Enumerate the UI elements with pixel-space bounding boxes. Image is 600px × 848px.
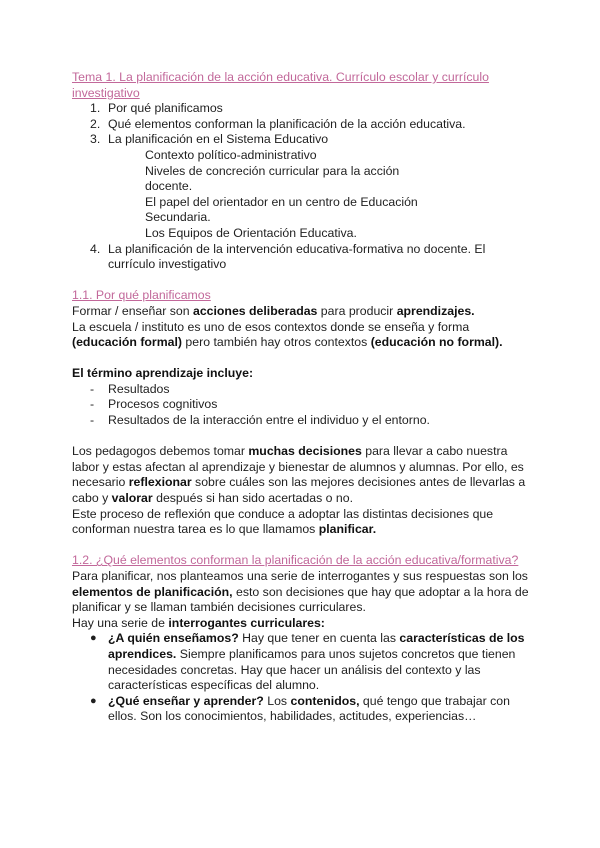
section-1-paragraph-1 xyxy=(72,304,532,320)
bold-run: (educación no formal). xyxy=(370,335,503,350)
outline-text-line-2: currículo investigativo xyxy=(108,257,227,272)
text-run: necesario xyxy=(72,475,129,490)
outline-subitem: Niveles de concreción curricular para la acción xyxy=(145,163,400,178)
bold-run: características de los xyxy=(399,631,525,646)
outline-subitem: Los Equipos de Orientación Educativa. xyxy=(145,225,357,240)
bold-run: reflexionar xyxy=(128,475,192,490)
section-1-paragraph-2-line-1: La escuela / instituto es uno de esos contextos donde se enseña y forma xyxy=(72,319,470,334)
bold-run: acciones deliberadas xyxy=(192,303,318,318)
outline-subitem: El papel del orientador en un centro de Educación xyxy=(145,194,418,209)
text-run: esto son decisiones que hay que adoptar a la hora de xyxy=(232,584,529,599)
section-2-heading: 1.2. ¿Qué elementos conforman la planificación de la acción educativa/formativa? xyxy=(72,553,519,568)
outline-item-2 xyxy=(72,117,532,133)
bullet-line-1 xyxy=(108,631,532,647)
text-run: Hay una serie de xyxy=(72,615,169,630)
outline-number: 1. xyxy=(90,101,101,116)
learning-term-heading xyxy=(72,366,532,382)
section-1-paragraph-3-line-6 xyxy=(72,522,532,538)
outline-subitem: Contexto político-administrativo xyxy=(145,147,317,162)
text-run: Formar / enseñar son xyxy=(72,303,193,318)
section-2-paragraph-line-3: planificar y se llaman también decisiones curriculares. xyxy=(72,600,366,615)
section-1-paragraph-2-line-2 xyxy=(72,335,532,351)
text-run: Hay que tener en cuenta las xyxy=(238,631,400,646)
section-1-paragraph-3-line-5: Este proceso de reflexión que conduce a adoptar las distintas decisiones que xyxy=(72,506,494,521)
bold-run: ¿A quién enseñamos? xyxy=(108,631,239,646)
outline-number: 3. xyxy=(90,132,101,147)
text-run: para llevar a cabo nuestra xyxy=(361,444,508,459)
list-text: Resultados de la interacción entre el individuo y el entorno. xyxy=(108,413,430,428)
bullet-line-2 xyxy=(108,647,532,663)
bold-run: aprendizajes. xyxy=(396,303,475,318)
section-1-paragraph-3-line-1 xyxy=(72,444,532,460)
document-title-line-2: investigativo xyxy=(72,85,140,100)
text-run: sobre cuáles son las mejores decisiones antes de llevarlas a xyxy=(191,475,526,490)
bullet-line-2: ellos. Son los conocimientos, habilidades, actitudes, experiencias… xyxy=(108,709,477,724)
bold-run: muchas decisiones xyxy=(248,444,362,459)
text-run: para producir xyxy=(317,303,397,318)
bullet-line-3: necesidades concretas. Hay que hacer un análisis del contexto y las xyxy=(108,662,481,677)
section-2-paragraph-line-2 xyxy=(72,585,532,601)
bold-run: elementos de planificación, xyxy=(72,584,233,599)
document-title xyxy=(72,70,532,101)
bullet-item-2 xyxy=(72,694,532,725)
text-run: Los pedagogos debemos tomar xyxy=(72,444,249,459)
text-run: Siempre planificamos para unos sujetos concretos que tienen xyxy=(176,646,516,661)
section-1-paragraph-3-line-3 xyxy=(72,475,532,491)
bold-run: El término aprendizaje incluye: xyxy=(72,366,254,381)
dash-marker: - xyxy=(90,397,95,412)
text-run: Los xyxy=(263,693,291,708)
section-1-paragraph-3-line-4 xyxy=(72,491,532,507)
outline-item-3 xyxy=(72,132,532,148)
document-page xyxy=(72,70,532,725)
outline-number: 4. xyxy=(90,241,101,256)
outline-number: 2. xyxy=(90,116,101,131)
outline-text: La planificación en el Sistema Educativo xyxy=(108,132,329,147)
outline-text-line-1: La planificación de la intervención educativa-formativa no docente. El xyxy=(108,241,486,256)
bullet-icon: ● xyxy=(90,632,97,645)
list-text: Resultados xyxy=(108,381,170,396)
bold-run: aprendices. xyxy=(108,646,177,661)
bold-run: valorar xyxy=(111,491,153,506)
bullet-item-1 xyxy=(72,631,532,693)
bold-run: ¿Qué enseñar y aprender? xyxy=(108,693,264,708)
bullet-line-1 xyxy=(108,694,532,710)
learning-list-item xyxy=(72,382,532,398)
outline-subitem: Secundaria. xyxy=(145,210,211,225)
bullet-icon: ● xyxy=(90,694,97,707)
learning-list-item xyxy=(72,413,532,429)
text-run: cabo y xyxy=(72,491,112,506)
section-2-paragraph-line-1: Para planificar, nos planteamos una serie de interrogantes y sus respuestas son los xyxy=(72,569,528,583)
list-text: Procesos cognitivos xyxy=(108,397,218,412)
bold-run: contenidos, xyxy=(290,693,360,708)
bold-run: planificar. xyxy=(318,522,377,537)
learning-list-item xyxy=(72,397,532,413)
section-2-paragraph-line-4 xyxy=(72,616,532,632)
outline-item-1 xyxy=(72,101,532,117)
section-1-paragraph-3-line-2: labor y estas afectan al aprendizaje y bienestar de alumnos y alumnas. Por ello, es xyxy=(72,459,524,474)
bullet-line-4: características específicas del alumno. xyxy=(108,678,320,693)
outline-text: Qué elementos conforman la planificación de la acción educativa. xyxy=(108,116,466,131)
text-run: qué tengo que trabajar con xyxy=(359,693,510,708)
text-run: pero también hay otros contextos xyxy=(182,335,371,350)
document-title-line-1: Tema 1. La planificación de la acción educativa. Currículo escolar y currículo xyxy=(72,70,489,84)
bold-run: (educación formal) xyxy=(72,335,183,350)
outline-text: Por qué planificamos xyxy=(108,101,223,116)
bold-run: interrogantes curriculares: xyxy=(168,615,325,630)
outline-item-4 xyxy=(72,242,532,273)
text-run: después si han sido acertadas o no. xyxy=(152,491,353,506)
dash-marker: - xyxy=(90,413,95,428)
section-1-heading: 1.1. Por qué planificamos xyxy=(72,288,211,303)
dash-marker: - xyxy=(90,381,95,396)
outline-subitem: docente. xyxy=(145,179,193,194)
text-run: conforman nuestra tarea es lo que llamamos xyxy=(72,522,319,537)
